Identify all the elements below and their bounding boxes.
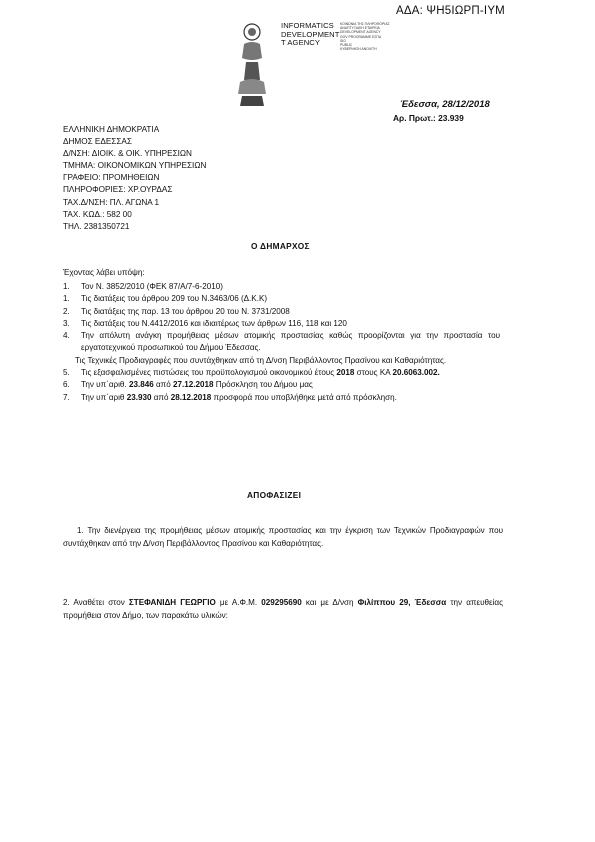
item-text xyxy=(81,281,500,293)
list-item xyxy=(63,379,500,391)
text-run: Τον Ν. 3852/2010 (ΦΕΚ 87/Α/7-6-2010) xyxy=(81,282,223,291)
item-number: 5. xyxy=(63,368,70,378)
text-run: προσφορά που υποβλήθηκε μετά από πρόσκληση. xyxy=(211,392,397,402)
bold-text: 029295690 xyxy=(261,598,302,607)
logo-subline: ΚΟΙΝΩΝΙΑ ΤΗΣ ΠΛΗΡΟΦΟΡΙΑΣ xyxy=(340,22,390,26)
header-line: ΔΗΜΟΣ ΕΔΕΣΣΑΣ xyxy=(63,137,132,147)
text-run: την απευθείας προμήθεια στον Δήμο, των παρακάτω υλικών: xyxy=(63,598,503,621)
bold-text: 28.12.2018 xyxy=(170,392,212,402)
text-run: και με Δ/νση xyxy=(301,598,358,607)
logo-subtext xyxy=(340,22,402,51)
item-text xyxy=(81,330,500,355)
having-considered: Έχοντας λάβει υπόψη: xyxy=(63,268,145,277)
greek-seal-logo xyxy=(226,18,278,108)
item-number: 1. xyxy=(63,294,70,304)
text-run: Την απόλυτη ανάγκη προμήθειας μέσων ατομικής προστασίας καθώς προορίζονται για την προστασία του εργατοτεχνικού προσωπικού του Δήμου Έδεσσας. xyxy=(81,331,500,353)
text-run: Την υπ΄αριθ xyxy=(81,392,127,402)
header-line: ΠΛΗΡΟΦΟΡΙΕΣ: ΧΡ.ΟΥΡΔΑΣ xyxy=(63,185,173,195)
decision-paragraph-1: 1. Την διενέργεια της προμήθειας μέσων ατομικής προστασίας και την έγκριση των Τεχνικών Προδιαγραφών που συντάχθηκαν από την Δ/νση Περιβάλλοντος Πρασίνου και Καθαριότητας. xyxy=(63,526,503,549)
logo-subline: PUBLIC xyxy=(340,43,353,48)
item-number: 7. xyxy=(63,392,70,402)
authority-header xyxy=(63,124,206,233)
bold-text: 20.6063.002. xyxy=(392,368,440,378)
item-number: 3. xyxy=(63,318,70,328)
text-run: Την υπ΄αριθ. xyxy=(81,380,129,390)
text-run: Πρόσκληση του Δήμου μας xyxy=(213,380,313,390)
item-number: 6. xyxy=(63,380,70,390)
text-run: από xyxy=(153,380,173,390)
text-run: Τις διατάξεις του Ν.4412/2016 και ιδιαιτέρως των άρθρων 116, 118 και 120 xyxy=(81,318,347,328)
ada-code: ΑΔΑ: ΨΗ5ΙΩΡΠ-ΙΥΜ xyxy=(396,5,505,17)
technical-specs-note xyxy=(63,355,500,367)
logo-subline: ΑΝΑΠΤΥΞΙΑΚΗ ΕΤΑΙΡΕΙΑ xyxy=(340,26,380,31)
bold-text: 2018 xyxy=(336,368,355,378)
text-run: Τις Τεχνικές Προδιαγραφές που συντάχθηκαν από τη Δ/νση Περιβάλλοντος Πρασίνου και Καθαριότητας. xyxy=(75,355,447,365)
mayor-heading: Ο ΔΗΜΑΡΧΟΣ xyxy=(251,241,310,251)
bold-text: Φιλίππου 29, Έδεσσα xyxy=(357,598,447,607)
header-line: ΓΡΑΦΕΙΟ: ΠΡΟΜΗΘΕΙΩΝ xyxy=(63,173,160,183)
list-item xyxy=(63,306,500,318)
item-text xyxy=(81,318,500,330)
logo-line: DEVELOPMENT xyxy=(281,29,340,39)
text-run: Τις εξασφαλισμένες πιστώσεις του προϋπολογισμού οικονομικού έτους xyxy=(81,368,337,378)
logo-subline: GOV PROGRAMME ΕΣΠΑ xyxy=(340,34,382,39)
list-item xyxy=(63,281,500,293)
item-text xyxy=(81,306,500,318)
list-item xyxy=(63,392,500,404)
logo-line: T AGENCY xyxy=(281,38,321,48)
bold-text: 23.930 xyxy=(126,392,152,402)
bold-text: 27.12.2018 xyxy=(172,380,214,390)
logo-subline: DEVELOPMENT AGENCY xyxy=(340,30,381,35)
bold-text: 23.846 xyxy=(128,380,154,390)
header-line: ΤΑΧ. ΚΩΔ.: 582 00 xyxy=(63,209,132,219)
text-run: Τις διατάξεις του άρθρου 209 του Ν.3463/06 (Δ.Κ.Κ) xyxy=(81,294,268,304)
item-text xyxy=(81,392,500,404)
text-run: από xyxy=(151,392,171,402)
bold-text: ΣΤΕΦΑΝΙΔΗ ΓΕΩΡΓΙΟ xyxy=(128,598,216,607)
list-item xyxy=(63,330,500,355)
text-run: 2. Αναθέτει στον xyxy=(63,598,129,607)
logo-line: INFORMATICS xyxy=(281,21,334,30)
header-line: ΕΛΛΗΝΙΚΗ ΔΗΜΟΚΡΑΤΙΑ xyxy=(63,125,160,134)
document-date: Έδεσσα, 28/12/2018 xyxy=(400,99,490,110)
item-number: 4. xyxy=(63,331,70,341)
list-item xyxy=(63,293,500,305)
text-run: Τις διατάξεις της παρ. 13 του άρθρου 20 του Ν. 3731/2008 xyxy=(81,306,290,316)
logo-subline: SIG xyxy=(340,38,346,43)
logo-wordmark xyxy=(281,22,340,48)
list-item xyxy=(63,318,500,330)
item-number: 1. xyxy=(63,282,70,291)
list-item xyxy=(63,367,500,379)
logo-subline: ΚΥΒΕΡΝΗΣΗ ΑΝΟΙΧΤΗ xyxy=(340,47,377,52)
decision-paragraph-2 xyxy=(63,596,503,622)
decides-heading: ΑΠΟΦΑΣΙΖΕΙ xyxy=(247,490,302,500)
item-text xyxy=(81,293,500,305)
header-line: Δ/ΝΣΗ: ΔΙΟΙΚ. & ΟΙΚ. ΥΠΗΡΕΣΙΩΝ xyxy=(63,149,192,159)
considerations-list xyxy=(63,281,500,404)
header-line: ΤΜΗΜΑ: ΟΙΚΟΝΟΜΙΚΩΝ ΥΠΗΡΕΣΙΩΝ xyxy=(63,161,207,171)
item-number: 2. xyxy=(63,306,70,316)
header-line: ΤΗΛ. 2381350721 xyxy=(63,221,130,231)
protocol-number: Αρ. Πρωτ.: 23.939 xyxy=(393,113,464,123)
header-line: ΤΑΧ.Δ/ΝΣΗ: ΠΛ. ΑΓΩΝΑ 1 xyxy=(63,197,160,207)
text-run: με Α.Φ.Μ. xyxy=(215,598,262,607)
text-run: στους ΚΑ xyxy=(354,368,393,378)
item-text xyxy=(81,379,500,391)
item-text xyxy=(81,367,500,379)
